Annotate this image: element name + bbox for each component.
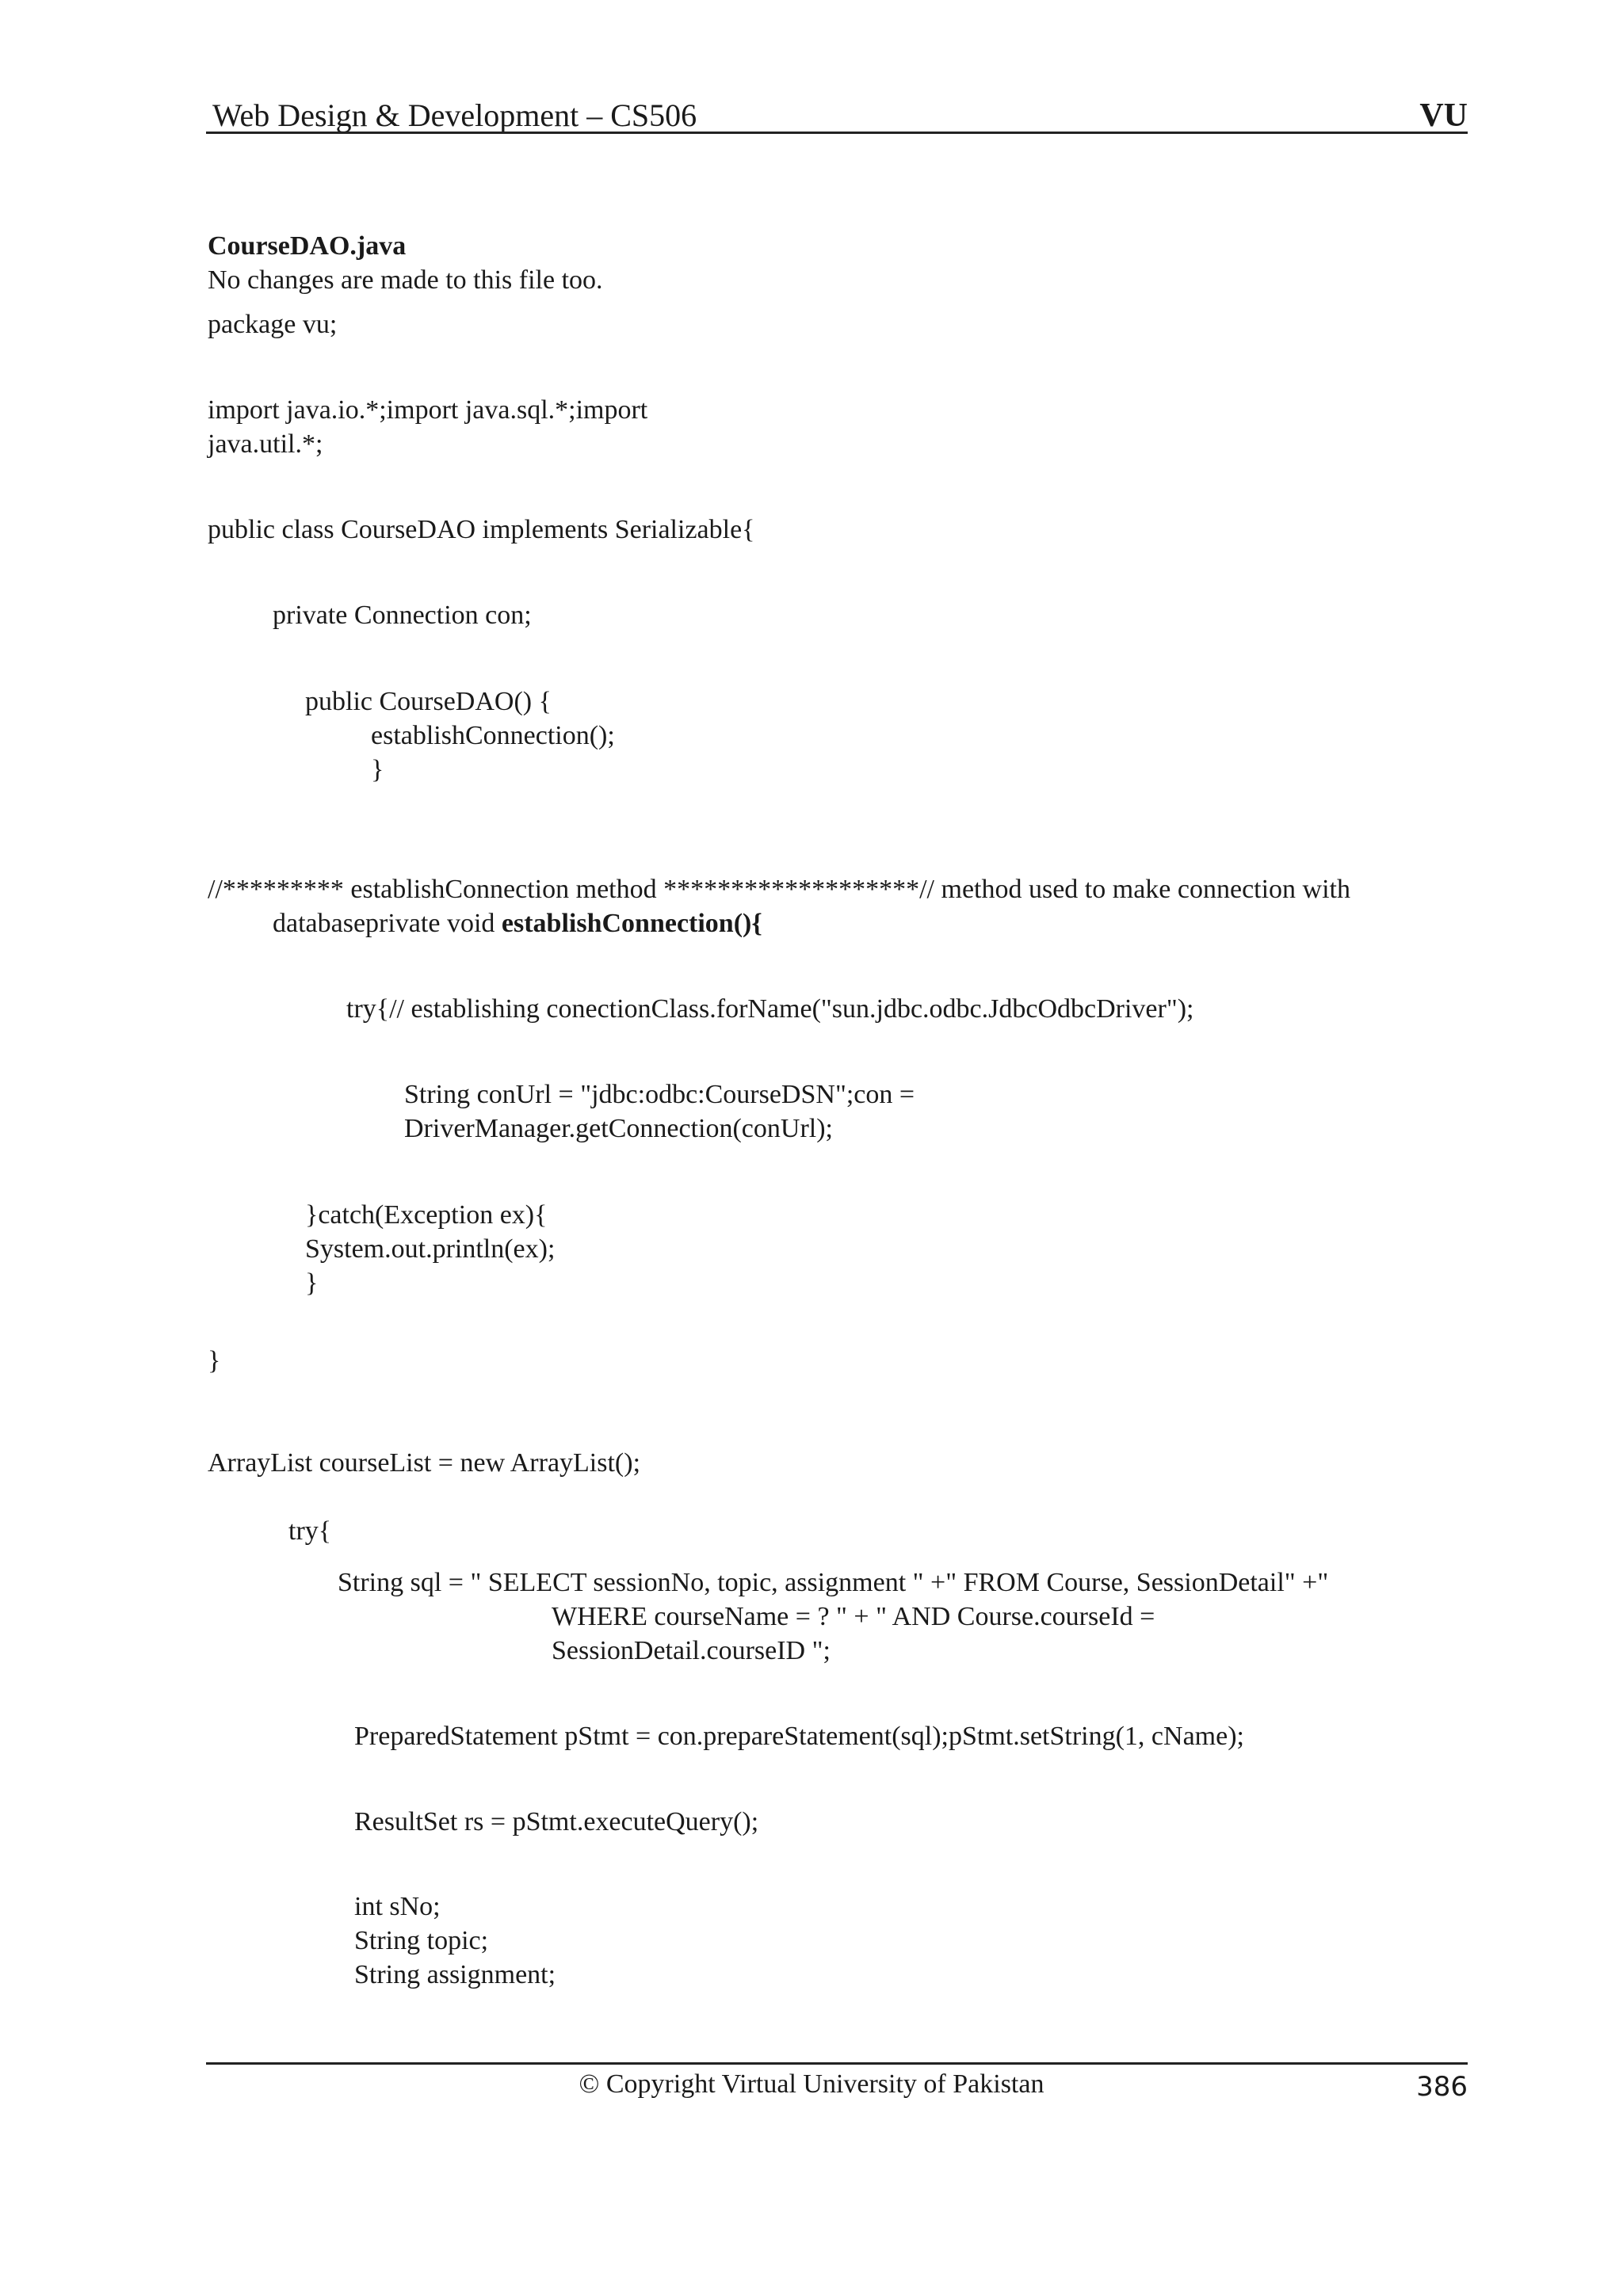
code-fragment-bold: establishConnection(){ [501, 909, 762, 938]
code-line: } [371, 755, 384, 784]
note-text: No changes are made to this file too. [208, 265, 603, 295]
file-title: CourseDAO.java [208, 231, 407, 261]
code-line: }catch(Exception ex){ [305, 1200, 548, 1230]
code-line: //********* establishConnection method *******************// method used to make connection with [208, 875, 1350, 904]
code-line: WHERE courseName = ? " + " AND Course.courseId = [552, 1602, 1155, 1631]
code-line: SessionDetail.courseID "; [552, 1636, 831, 1665]
code-line: try{ [288, 1516, 332, 1546]
code-line: ArrayList courseList = new ArrayList(); [208, 1448, 641, 1478]
page-number: 386 [1416, 2071, 1468, 2103]
code-line: ResultSet rs = pStmt.executeQuery(); [354, 1807, 759, 1836]
code-line: public CourseDAO() { [305, 687, 552, 716]
code-line: establishConnection(); [371, 721, 615, 750]
code-line: public class CourseDAO implements Serializable{ [208, 515, 755, 544]
code-fragment: databaseprivate void [273, 909, 502, 938]
code-line: String assignment; [354, 1960, 556, 1989]
footer-copyright: © Copyright Virtual University of Pakistan [579, 2069, 1044, 2099]
code-line: String sql = " SELECT sessionNo, topic, assignment " +" FROM Course, SessionDetail" +" [338, 1568, 1329, 1597]
code-line: import java.io.*;import java.sql.*;import [208, 395, 648, 425]
footer-divider [206, 2062, 1468, 2065]
code-line: } [305, 1268, 319, 1298]
header-divider [206, 132, 1468, 134]
code-line: PreparedStatement pStmt = con.prepareStatement(sql);pStmt.setString(1, cName); [354, 1722, 1244, 1751]
code-line: DriverManager.getConnection(conUrl); [404, 1114, 833, 1143]
code-line: package vu; [208, 310, 338, 339]
code-line: String topic; [354, 1926, 489, 1955]
code-line: int sNo; [354, 1892, 441, 1921]
code-line: String conUrl = "jdbc:odbc:CourseDSN";con = [404, 1080, 915, 1109]
code-line: java.util.*; [208, 429, 323, 459]
code-line: System.out.println(ex); [305, 1234, 556, 1264]
header-title: Web Design & Development – CS506 [212, 97, 697, 133]
code-line [273, 907, 762, 940]
code-line: } [208, 1346, 221, 1375]
header-logo: VU [1419, 97, 1468, 134]
code-line: try{// establishing conectionClass.forName("sun.jdbc.odbc.JdbcOdbcDriver"); [346, 994, 1194, 1024]
code-line: private Connection con; [273, 601, 532, 630]
